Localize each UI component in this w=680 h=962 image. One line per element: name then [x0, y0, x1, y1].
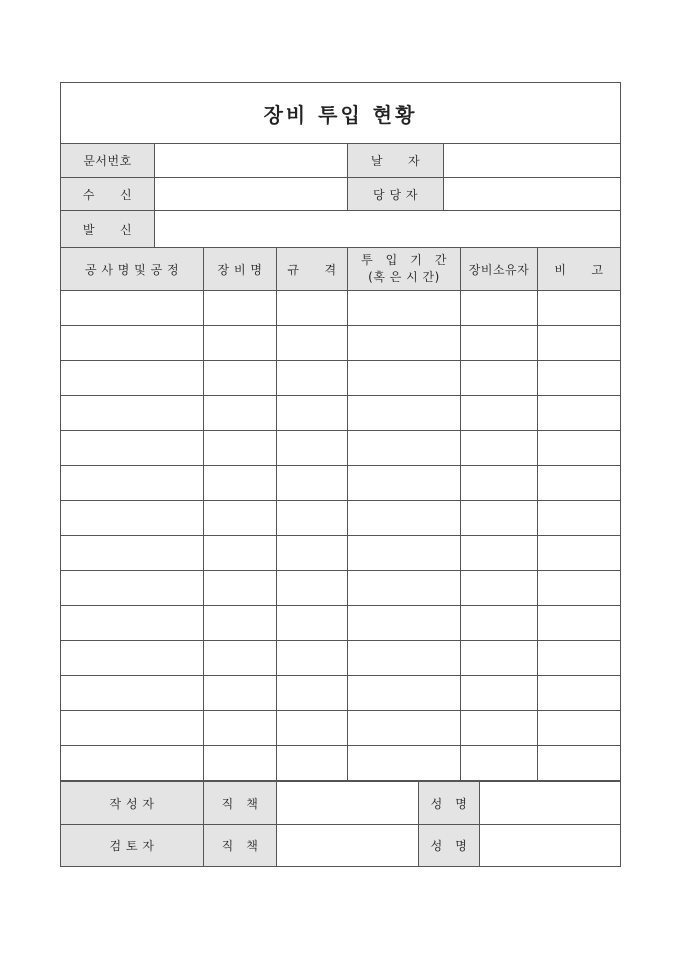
- table-cell-spec[interactable]: [276, 675, 348, 711]
- doc-no-label: 문서번호: [60, 143, 155, 178]
- table-cell-process[interactable]: [60, 570, 204, 606]
- table-cell-period[interactable]: [347, 535, 461, 571]
- author-label: 작 성 자: [60, 781, 204, 825]
- reviewer-position-label: 직 책: [203, 824, 277, 867]
- table-cell-remarks[interactable]: [537, 535, 621, 571]
- table-cell-period[interactable]: [347, 465, 461, 501]
- table-cell-owner[interactable]: [460, 360, 538, 396]
- col-header-process: 공 사 명 및 공 정: [60, 247, 204, 291]
- table-cell-spec[interactable]: [276, 605, 348, 641]
- table-cell-remarks[interactable]: [537, 360, 621, 396]
- table-cell-period[interactable]: [347, 290, 461, 326]
- table-cell-remarks[interactable]: [537, 395, 621, 431]
- table-cell-owner[interactable]: [460, 710, 538, 746]
- reviewer-label: 검 토 자: [60, 824, 204, 867]
- table-cell-equipment[interactable]: [203, 605, 277, 641]
- table-cell-period[interactable]: [347, 605, 461, 641]
- recipient-label: 수 신: [60, 177, 155, 211]
- manager-label: 당 당 자: [347, 177, 444, 211]
- manager-field[interactable]: [443, 177, 621, 211]
- col-header-remarks: 비 고: [537, 247, 621, 291]
- table-cell-period[interactable]: [347, 360, 461, 396]
- table-cell-equipment[interactable]: [203, 395, 277, 431]
- table-cell-remarks[interactable]: [537, 465, 621, 501]
- table-cell-period[interactable]: [347, 640, 461, 676]
- table-cell-owner[interactable]: [460, 395, 538, 431]
- table-cell-spec[interactable]: [276, 500, 348, 536]
- table-cell-spec[interactable]: [276, 710, 348, 746]
- table-cell-equipment[interactable]: [203, 290, 277, 326]
- sender-field[interactable]: [154, 210, 621, 248]
- table-cell-period[interactable]: [347, 500, 461, 536]
- table-cell-equipment[interactable]: [203, 430, 277, 466]
- table-cell-spec[interactable]: [276, 325, 348, 361]
- reviewer-name-label: 성 명: [418, 824, 480, 867]
- table-cell-owner[interactable]: [460, 500, 538, 536]
- col-header-equipment: 장 비 명: [203, 247, 277, 291]
- table-cell-process[interactable]: [60, 640, 204, 676]
- table-cell-process[interactable]: [60, 360, 204, 396]
- table-cell-process[interactable]: [60, 710, 204, 746]
- table-cell-remarks[interactable]: [537, 710, 621, 746]
- table-cell-equipment[interactable]: [203, 570, 277, 606]
- table-cell-owner[interactable]: [460, 745, 538, 781]
- form-title: 장비 투입 현황: [60, 82, 621, 144]
- table-cell-period[interactable]: [347, 325, 461, 361]
- table-cell-remarks[interactable]: [537, 640, 621, 676]
- table-cell-process[interactable]: [60, 465, 204, 501]
- table-cell-period[interactable]: [347, 710, 461, 746]
- table-cell-owner[interactable]: [460, 465, 538, 501]
- author-position-field[interactable]: [276, 781, 419, 825]
- table-cell-owner[interactable]: [460, 675, 538, 711]
- table-cell-process[interactable]: [60, 745, 204, 781]
- date-label: 날 자: [347, 143, 444, 178]
- table-cell-process[interactable]: [60, 605, 204, 641]
- sender-label: 발 신: [60, 210, 155, 248]
- equipment-input-form: [60, 82, 621, 867]
- table-cell-equipment[interactable]: [203, 640, 277, 676]
- table-cell-spec[interactable]: [276, 430, 348, 466]
- date-field[interactable]: [443, 143, 621, 178]
- table-cell-equipment[interactable]: [203, 500, 277, 536]
- col-header-period: [347, 247, 461, 291]
- reviewer-name-field[interactable]: [479, 824, 621, 867]
- table-cell-process[interactable]: [60, 535, 204, 571]
- table-cell-equipment[interactable]: [203, 325, 277, 361]
- table-cell-remarks[interactable]: [537, 500, 621, 536]
- table-cell-spec[interactable]: [276, 395, 348, 431]
- table-cell-owner[interactable]: [460, 605, 538, 641]
- author-name-field[interactable]: [479, 781, 621, 825]
- author-name-label: 성 명: [418, 781, 480, 825]
- table-cell-equipment[interactable]: [203, 710, 277, 746]
- table-cell-process[interactable]: [60, 500, 204, 536]
- table-cell-period[interactable]: [347, 395, 461, 431]
- table-cell-remarks[interactable]: [537, 570, 621, 606]
- table-cell-period[interactable]: [347, 430, 461, 466]
- col-header-period-line2: (혹 은 시 간): [368, 270, 440, 284]
- table-cell-owner[interactable]: [460, 430, 538, 466]
- table-cell-equipment[interactable]: [203, 465, 277, 501]
- table-cell-owner[interactable]: [460, 640, 538, 676]
- table-cell-owner[interactable]: [460, 570, 538, 606]
- table-cell-spec[interactable]: [276, 535, 348, 571]
- col-header-period-line1: 투 입 기 간: [361, 253, 447, 267]
- col-header-spec: 규 격: [276, 247, 348, 291]
- table-cell-spec[interactable]: [276, 570, 348, 606]
- table-cell-spec[interactable]: [276, 640, 348, 676]
- table-cell-owner[interactable]: [460, 535, 538, 571]
- table-cell-equipment[interactable]: [203, 535, 277, 571]
- table-cell-equipment[interactable]: [203, 675, 277, 711]
- table-cell-period[interactable]: [347, 675, 461, 711]
- table-cell-remarks[interactable]: [537, 745, 621, 781]
- table-cell-process[interactable]: [60, 675, 204, 711]
- table-cell-period[interactable]: [347, 745, 461, 781]
- doc-no-field[interactable]: [154, 143, 348, 178]
- recipient-field[interactable]: [154, 177, 348, 211]
- table-cell-remarks[interactable]: [537, 290, 621, 326]
- table-cell-remarks[interactable]: [537, 675, 621, 711]
- table-cell-spec[interactable]: [276, 360, 348, 396]
- table-cell-process[interactable]: [60, 325, 204, 361]
- table-cell-remarks[interactable]: [537, 430, 621, 466]
- table-cell-equipment[interactable]: [203, 360, 277, 396]
- table-cell-process[interactable]: [60, 430, 204, 466]
- reviewer-position-field[interactable]: [276, 824, 419, 867]
- table-cell-equipment[interactable]: [203, 745, 277, 781]
- table-cell-remarks[interactable]: [537, 325, 621, 361]
- table-cell-spec[interactable]: [276, 290, 348, 326]
- col-header-owner: 장비소유자: [460, 247, 538, 291]
- table-cell-owner[interactable]: [460, 290, 538, 326]
- table-cell-process[interactable]: [60, 395, 204, 431]
- table-cell-spec[interactable]: [276, 465, 348, 501]
- table-cell-period[interactable]: [347, 570, 461, 606]
- table-cell-process[interactable]: [60, 290, 204, 326]
- table-cell-spec[interactable]: [276, 745, 348, 781]
- table-cell-owner[interactable]: [460, 325, 538, 361]
- author-position-label: 직 책: [203, 781, 277, 825]
- table-cell-remarks[interactable]: [537, 605, 621, 641]
